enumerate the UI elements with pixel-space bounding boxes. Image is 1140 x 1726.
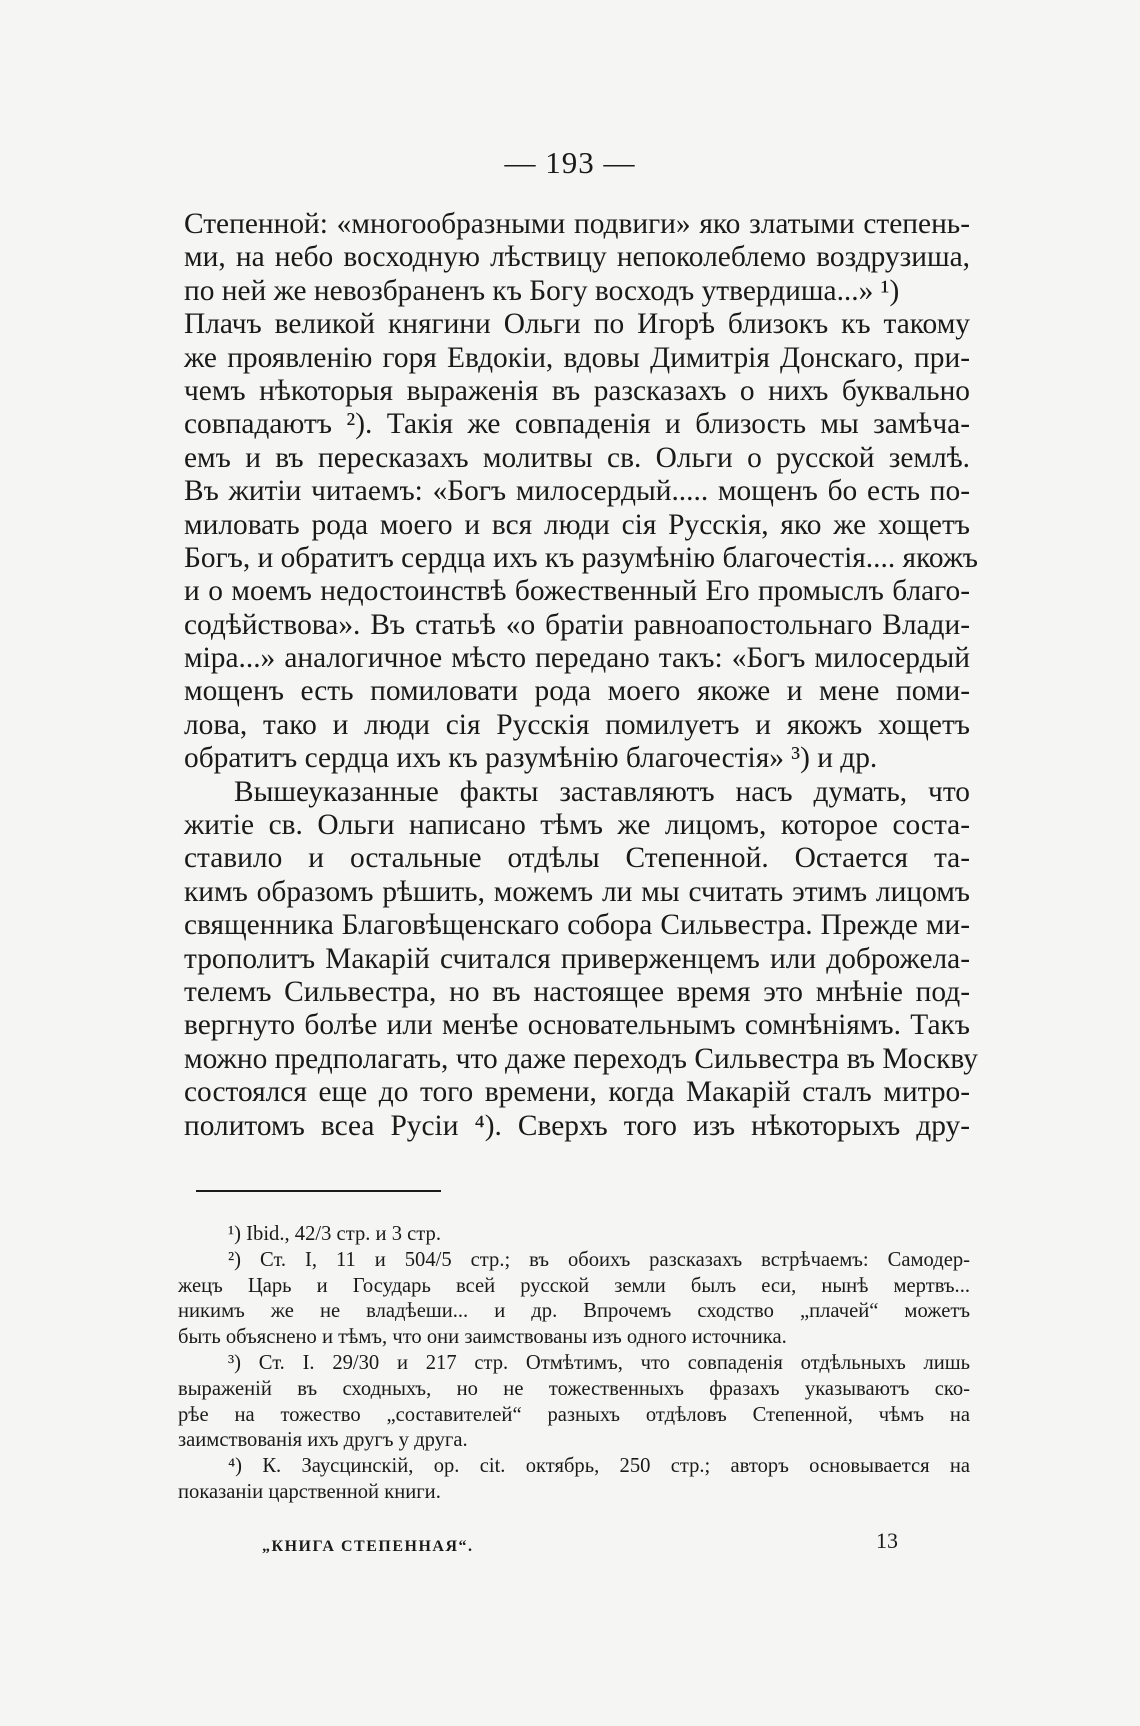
text-line: житіе св. Ольги написано тѣмъ же лицомъ, которое соста- <box>184 809 970 842</box>
text-line: трополитъ Макарій считался приверженцемъ или доброжела- <box>184 942 970 975</box>
text-line: телемъ Сильвестра, но въ настоящее время это мнѣніе под- <box>184 975 970 1008</box>
main-text <box>184 208 978 1143</box>
footnote-line: ¹) Ibid., 42/3 стр. и 3 стр. <box>228 1223 441 1245</box>
footnote-line: рѣе на тожество „составителей“ разныхъ отдѣловъ Степенной, чѣмъ на <box>178 1403 970 1426</box>
text-line: ми, на небо восходную лѣствицу непоколеблемо воздрузиша, <box>184 241 970 274</box>
text-line: міра...» аналогичное мѣсто передано такъ: «Богъ милосердый <box>184 642 970 675</box>
footnote-line: жецъ Царь и Государь всей русской земли былъ еси, нынѣ мертвъ... <box>178 1274 970 1297</box>
text-line: можно предполагать, что даже переходъ Сильвестра въ Москву <box>184 1042 978 1075</box>
text-line: и о моемъ недостоинствѣ божественный Его промыслъ благо- <box>184 575 970 608</box>
footnote-line: заимствованія ихъ другъ у друга. <box>178 1429 468 1452</box>
text-line: Вышеуказанные факты заставляютъ насъ думать, что <box>234 775 970 808</box>
text-line: миловать рода моего и вся люди сія Русскія, яко же хощетъ <box>184 508 970 541</box>
text-line: Степенной: «многообразными подвиги» яко златыми степень- <box>184 208 970 240</box>
text-line: состоялся еще до того времени, когда Макарій сталъ митро- <box>184 1076 970 1109</box>
text-line: содѣйствова». Въ статьѣ «о братіи равноапостольнаго Влади- <box>184 608 970 641</box>
text-line: ставило и остальные отдѣлы Степенной. Остается та- <box>184 842 970 875</box>
text-line: Въ житіи читаемъ: «Богъ милосердый..... мощенъ бо есть по- <box>184 475 970 508</box>
text-line: совпадаютъ ²). Такія же совпаденія и близость мы замѣча- <box>184 408 970 441</box>
footnote-line: ⁴) К. Заусцинскій, op. cit. октябрь, 250 стр.; авторъ основывается на <box>228 1455 970 1478</box>
text-line: чемъ нѣкоторыя выраженія въ разсказахъ о нихъ буквально <box>184 374 970 407</box>
text-line: же проявленію горя Евдокіи, вдовы Димитрія Донскаго, при- <box>184 341 970 374</box>
footnote-divider <box>196 1190 441 1192</box>
text-line: обратитъ сердца ихъ къ разумѣнію благочестія» ³) и др. <box>184 742 878 775</box>
text-line: кимъ образомъ рѣшить, можемъ ли мы считать этимъ лицомъ <box>184 875 970 908</box>
text-line: емъ и въ пересказахъ молитвы св. Ольги о русской землѣ. <box>184 441 970 474</box>
footnote-line: показаніи царственной книги. <box>178 1480 441 1503</box>
footnote-line: ³) Ст. I. 29/30 и 217 стр. Отмѣтимъ, что совпаденія отдѣльныхъ лишь <box>228 1351 970 1374</box>
text-line: по ней же невозбраненъ къ Богу восходъ утвердиша...» ¹) <box>184 274 900 307</box>
sheet-number: 13 <box>876 1528 898 1553</box>
footnote-line: ²) Ст. I, 11 и 504/5 стр.; въ обоихъ разсказахъ встрѣчаемъ: Самодер- <box>228 1248 970 1271</box>
text-line: священника Благовѣщенскаго собора Сильвестра. Прежде ми- <box>184 909 970 942</box>
text-line: мощенъ есть помиловати рода моего якоже и мене поми- <box>184 675 970 708</box>
text-line: Богъ, и обратитъ сердца ихъ къ разумѣнію благочестія.... якожъ <box>184 541 978 574</box>
page-number: — 193 — <box>504 145 636 180</box>
footnote-line: никимъ же не владѣеши... и др. Впрочемъ сходство „плачей“ можетъ <box>178 1300 970 1323</box>
text-line: Плачъ великой княгини Ольги по Игорѣ близокъ къ такому <box>184 308 970 341</box>
text-line: вергнуто болѣе или менѣе основательнымъ сомнѣніямъ. Такъ <box>184 1009 970 1042</box>
printer-signature: „КНИГА СТЕПЕННАЯ“. <box>262 1538 474 1555</box>
footnote-line: быть объяснено и тѣмъ, что они заимствованы изъ одного источника. <box>178 1326 787 1349</box>
footnote-line: выраженій въ сходныхъ, но не тожественныхъ фразахъ указываютъ ско- <box>178 1377 970 1400</box>
footnotes <box>178 1222 970 1506</box>
text-line: лова, тако и люди сія Русскія помилуетъ и якожъ хощетъ <box>184 708 970 741</box>
text-line: политомъ всеа Русіи ⁴). Сверхъ того изъ нѣкоторыхъ дру- <box>184 1109 970 1142</box>
